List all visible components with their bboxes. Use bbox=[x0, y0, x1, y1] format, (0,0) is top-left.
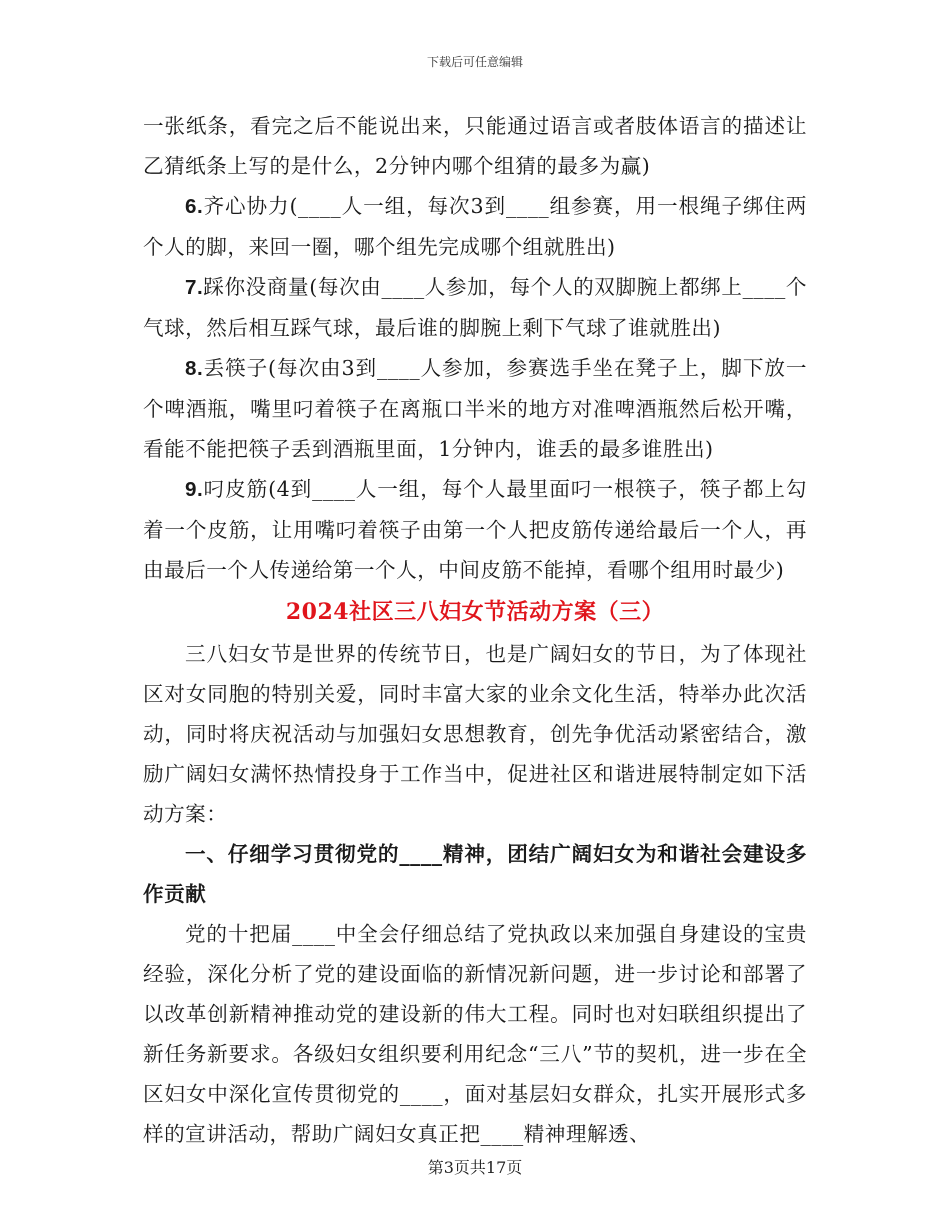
list-item-number: 6. bbox=[185, 195, 204, 218]
intro-continuation-paragraph: 一张纸条，看完之后不能说出来，只能通过语言或者肢体语言的描述让乙猜纸条上写的是什么，2分钟内哪个组猜的最多为赢) bbox=[143, 114, 807, 178]
list-item-text: 叼皮筋(4到____人一组，每个人最里面叼一根筷子，筷子都上勾着一个皮筋，让用嘴叼着筷子由第一个人把皮筋传递给最后一个人，再由最后一个人传递给第一个人，中间皮筋不能掉，看哪个组用时最少) bbox=[143, 477, 807, 582]
list-item-7 bbox=[143, 267, 807, 348]
page-number-footer: 第3页共17页 bbox=[427, 1158, 523, 1177]
subheading-paragraph: 一、仔细学习贯彻党的____精神，团结广阔妇女为和谐社会建设多作贡献 bbox=[143, 842, 807, 906]
page-header: 下载后可任意编辑 bbox=[426, 55, 523, 69]
list-item-number: 9. bbox=[185, 478, 204, 501]
list-item-text: 踩你没商量(每次由____人参加，每个人的双脚腕上都绑上____个气球，然后相互踩气球，最后谁的脚腕上剩下气球了谁就胜出) bbox=[143, 275, 807, 340]
section-intro-paragraph: 三八妇女节是世界的传统节日，也是广阔妇女的节日，为了体现社区对女同胞的特别关爱，同时丰富大家的业余文化生活，特举办此次活动，同时将庆祝活动与加强妇女思想教育，创先争优活动紧密结合，激励广阔妇女满怀热情投身于工作当中，促进社区和谐进展特制定如下活动方案： bbox=[143, 642, 807, 826]
list-item-text: 丢筷子(每次由3到____人参加，参赛选手坐在凳子上，脚下放一个啤酒瓶，嘴里叼着筷子在离瓶口半米的地方对准啤酒瓶然后松开嘴，看能不能把筷子丢到酒瓶里面，1分钟内，谁丢的最多谁胜出) bbox=[143, 356, 807, 461]
section-title: 2024社区三八妇女节活动方案（三） bbox=[285, 599, 665, 625]
list-item-number: 8. bbox=[185, 357, 204, 380]
list-item-text: 齐心协力(____人一组，每次3到____组参赛，用一根绳子绑住两个人的脚，来回一圈，哪个组先完成哪个组就胜出) bbox=[143, 194, 807, 259]
list-item-9 bbox=[143, 469, 807, 590]
list-item-number: 7. bbox=[185, 276, 204, 299]
body-paragraph: 党的十把届____中全会仔细总结了党执政以来加强自身建设的宝贵经验，深化分析了党的建设面临的新情况新问题，进一步讨论和部署了以改革创新精神推动党的建设新的伟大工程。同时也对妇联组织提出了新任务新要求。各级妇女组织要利用纪念“三八”节的契机，进一步在全区妇女中深化宣传贯彻党的____，面对基层妇女群众，扎实开展形式多样的宣讲活动，帮助广阔妇女真正把____精神理解透、 bbox=[143, 922, 807, 1146]
list-item-8 bbox=[143, 348, 807, 469]
document-body bbox=[143, 106, 807, 1154]
list-item-6 bbox=[143, 186, 807, 267]
